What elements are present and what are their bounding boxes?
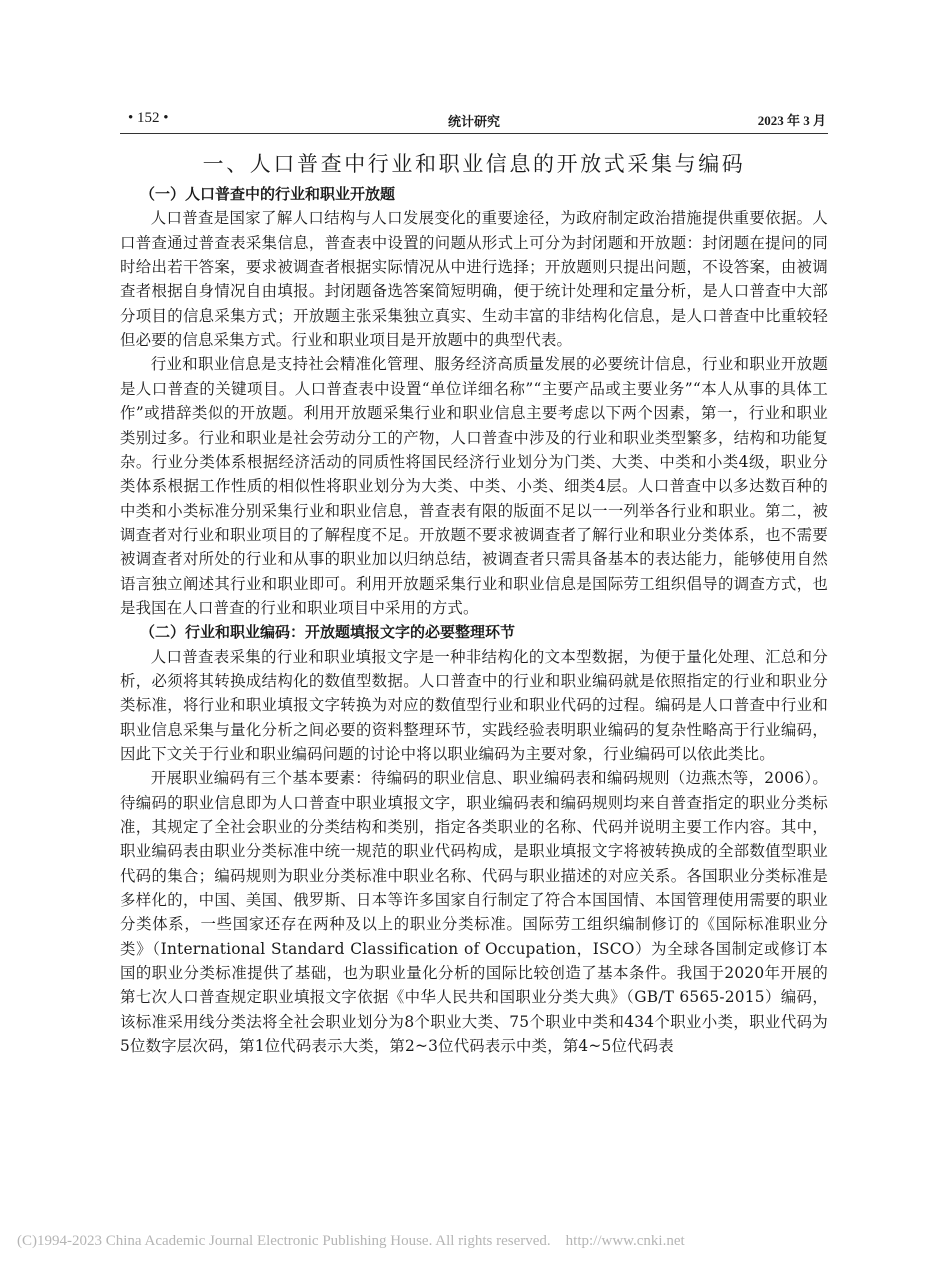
header-divider <box>120 133 828 134</box>
journal-name: 统计研究 <box>447 115 500 130</box>
paragraph: 开展职业编码有三个基本要素：待编码的职业信息、职业编码表和编码规则（边燕杰等，2006）。待编码的职业信息即为人口普查中职业填报文字，职业编码表和编码规则均来自普查指定的职业分类标准，其规定了全社会职业的分类结构和类别，指定各类职业的名称、代码并说明主要工作内容。其中，职业编码表由职业分类标准中统一规范的职业代码构成，是职业填报文字将被转换成的全部数值型职业代码的集合；编码规则为职业分类标准中职业名称、代码与职业描述的对应关系。各国职业分类标准是多样化的，中国、美国、俄罗斯、日本等许多国家自行制定了符合本国国情、本国管理使用需要的职业分类体系，一些国家还存在两种及以上的职业分类标准。国际劳工组织编制修订的《国际标准职业分类》（International Standard Classification of Occupation，ISCO）为全球各国制定或修订本国的职业分类标准提供了基础，也为职业量化分析的国际比较创造了基本条件。我国于2020年开展的第七次人口普查规定职业填报文字依据《中华人民共和国职业分类大典》（GB/T 6565-2015）编码，该标准采用线分类法将全社会职业划分为8个职业大类、75个职业中类和434个职业小类，职业代码为5位数字层次码，第1位代码表示大类，第2~3位代码表示中类，第4~5位代码表 <box>120 769 828 1056</box>
paragraph: 行业和职业信息是支持社会精准化管理、服务经济高质量发展的必要统计信息，行业和职业开放题是人口普查的关键项目。人口普查表中设置“单位详细名称”“主要产品或主要业务”“本人从事的具体工作”或措辞类似的开放题。利用开放题采集行业和职业信息主要考虑以下两个因素，第一，行业和职业类别过多。行业和职业是社会劳动分工的产物，人口普查中涉及的行业和职业类型繁多，结构和功能复杂。行业分类体系根据经济活动的同质性将国民经济行业划分为门类、大类、中类和小类4级，职业分类体系根据工作性质的相似性将职业划分为大类、中类、小类、细类4层。人口普查中以多达数百种的中类和小类标准分别采集行业和职业信息，普查表有限的版面不足以一一列举各行业和职业。第二，被调查者对行业和职业项目的了解程度不足。开放题不要求被调查者了解行业和职业分类体系，也不需要被调查者对所处的行业和从事的职业加以归纳总结，被调查者只需具备基本的表达能力，能够使用自然语言独立阐述其行业和职业即可。利用开放题采集行业和职业信息是国际劳工组织倡导的调查方式，也是我国在人口普查的行业和职业项目中采用的方式。 <box>120 355 828 617</box>
section-title: 一、人口普查中行业和职业信息的开放式采集与编码 <box>202 152 746 176</box>
issue-date: 2023 年 3 月 <box>757 113 826 128</box>
subsection-title-1: （一）人口普查中的行业和职业开放题 <box>140 185 396 203</box>
copyright-footer: (C)1994-2023 China Academic Journal Electronic Publishing House. All rights reserved. http://www.cnki.net <box>17 1233 685 1249</box>
page-number: • 152 • <box>128 110 169 126</box>
paragraph: 人口普查是国家了解人口结构与人口发展变化的重要途径，为政府制定政治措施提供重要依据。人口普查通过普查表采集信息，普查表中设置的问题从形式上可分为封闭题和开放题：封闭题在提问的同时给出若干答案，要求被调查者根据实际情况从中进行选择；开放题则只提出问题，不设答案，由被调查者根据自身情况自由填报。封闭题备选答案简短明确，便于统计处理和定量分析，是人口普查中大部分项目的信息采集方式；开放题主张采集独立真实、生动丰富的非结构化信息，是人口普查中比重较轻但必要的信息采集方式。行业和职业项目是开放题中的典型代表。 <box>120 209 828 350</box>
paragraph: 人口普查表采集的行业和职业填报文字是一种非结构化的文本型数据，为便于量化处理、汇总和分析，必须将其转换成结构化的数值型数据。人口普查中的行业和职业编码就是依照指定的行业和职业分类标准，将行业和职业填报文字转换为对应的数值型行业和职业代码的过程。编码是人口普查中行业和职业信息采集与量化分析之间必要的资料整理环节，实践经验表明职业编码的复杂性略高于行业编码，因此下文关于行业和职业编码问题的讨论中将以职业编码为主要对象，行业编码可以依此类比。 <box>120 647 828 764</box>
running-header <box>120 110 828 132</box>
subsection-title-2: （二）行业和职业编码：开放题填报文字的必要整理环节 <box>140 623 516 642</box>
article-body <box>120 146 828 1059</box>
